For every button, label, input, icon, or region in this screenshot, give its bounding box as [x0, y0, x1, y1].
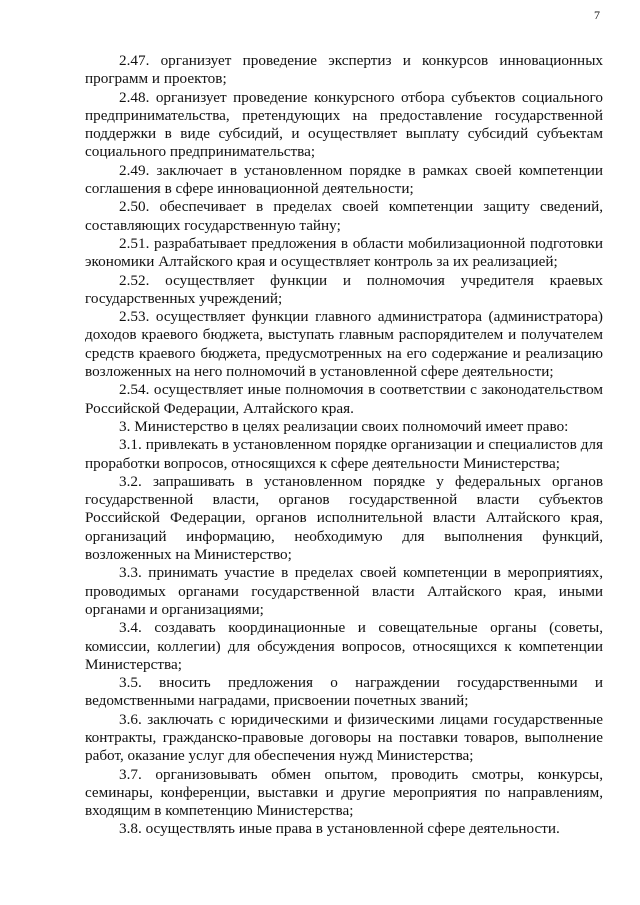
paragraph-2-51: 2.51. разрабатывает предложения в области мобилизационной подготовки экономики Алтайского края и осуществляет контроль за их реализацией; — [85, 234, 603, 271]
paragraph-2-53: 2.53. осуществляет функции главного администратора (администратора) доходов краевого бюджета, выступать главным распорядителем и получателем средств краевого бюджета, предусмотренных на его содержание и реализацию возложенных на него полномочий в установленной сфере деятельности; — [85, 308, 603, 381]
paragraph-3-6: 3.6. заключать с юридическими и физическими лицами государственные контракты, гражданско-правовые договоры на поставки товаров, выполнение работ, оказание услуг для обеспечения нужд Министерства; — [85, 710, 603, 765]
paragraph-2-54: 2.54. осуществляет иные полномочия в соответствии с законодательством Российской Федерации, Алтайского края. — [85, 381, 603, 417]
paragraph-2-48: 2.48. организует проведение конкурсного отбора субъектов социального предпринимательства, претендующих на предоставление государственной поддержки в виде субсидий, и осуществляет выплату субсидий субъектам социального предпринимательства; — [85, 88, 603, 161]
paragraph-3-8: 3.8. осуществлять иные права в установленной сфере деятельности. — [119, 820, 560, 838]
paragraph-2-47: 2.47. организует проведение экспертиз и конкурсов инновационных программ и проектов; — [85, 52, 603, 88]
paragraph-2-50: 2.50. обеспечивает в пределах своей компетенции защиту сведений, составляющих государственную тайну; — [85, 198, 603, 234]
page-number: 7 — [594, 8, 600, 22]
paragraph-3-3: 3.3. принимать участие в пределах своей компетенции в мероприятиях, проводимых органами государственной власти Алтайского края, иными органами и организациями; — [85, 564, 603, 618]
paragraph-3-2: 3.2. запрашивать в установленном порядке у федеральных органов государственной власти, органов государственной власти субъектов Российской Федерации, органов исполнительной власти Алтайского края, организаций информацию, необходимую для выполнения функций, возложенных на Министерство; — [85, 472, 603, 564]
document-body — [85, 52, 603, 839]
paragraph-3-1: 3.1. привлекать в установленном порядке организации и специалистов для проработки вопросов, относящихся к сфере деятельности Министерства; — [85, 436, 603, 472]
paragraph-2-52: 2.52. осуществляет функции и полномочия учредителя краевых государственных учреждений; — [85, 271, 603, 307]
paragraph-3-5: 3.5. вносить предложения о награждении государственными и ведомственными наградами, присвоении почетных званий; — [85, 674, 603, 710]
paragraph-3-7: 3.7. организовывать обмен опытом, проводить смотры, конкурсы, семинары, конференции, выставки и другие мероприятия по направлениям, входящим в компетенцию Министерства; — [85, 765, 603, 820]
paragraph-3-4: 3.4. создавать координационные и совещательные органы (советы, комиссии, коллегии) для обсуждения вопросов, относящихся к компетенции Министерства; — [85, 619, 603, 673]
paragraph-3: 3. Министерство в целях реализации своих полномочий имеет право: — [119, 417, 569, 435]
paragraph-2-49: 2.49. заключает в установленном порядке в рамках своей компетенции соглашения в сфере инновационной деятельности; — [85, 161, 603, 198]
